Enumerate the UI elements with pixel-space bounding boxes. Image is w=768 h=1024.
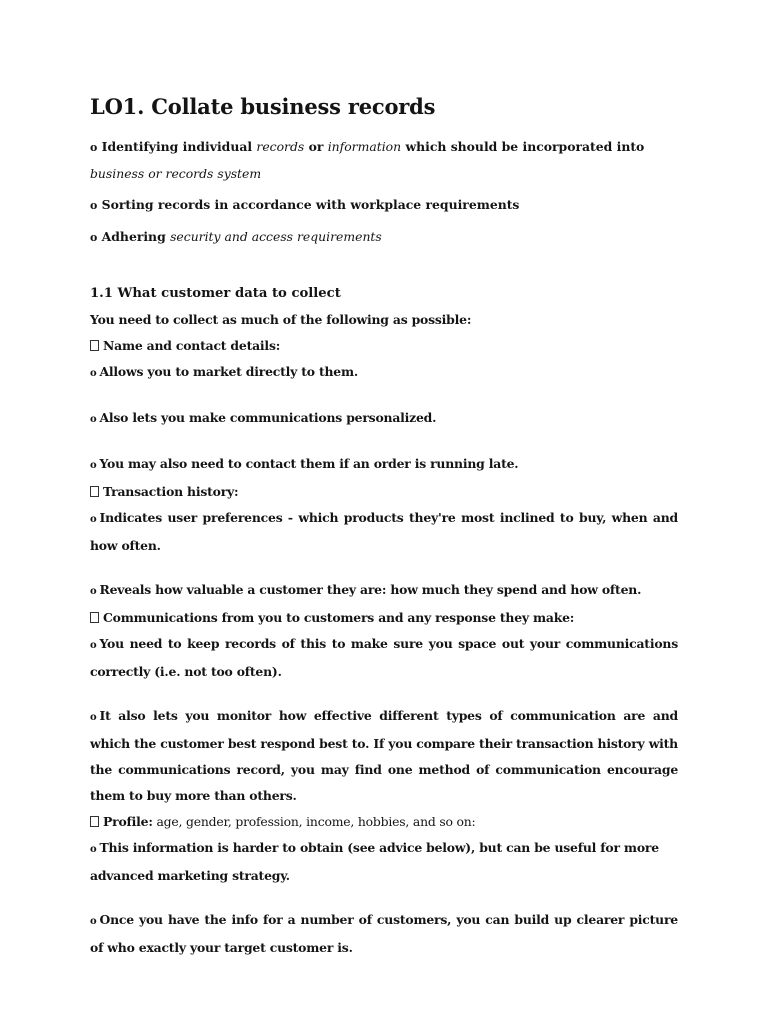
section-intro: You need to collect as much of the following as possible: [90, 312, 472, 327]
learning-objectives [90, 134, 678, 251]
square-bullet-icon [90, 612, 99, 623]
list-item-text: Once you have the info for a number of customers, you can build up clearer picture of who exactly your target customer is. [90, 912, 678, 955]
list-item-text: Reveals how valuable a customer they are: how much they spend and how often. [99, 582, 642, 597]
circle-bullet-icon: o [90, 712, 97, 723]
list-item-text: Indicates user preferences - which products they're most inclined to buy, when and how often. [90, 510, 678, 553]
list-heading-label: Profile: [103, 814, 153, 829]
list-heading [90, 809, 678, 835]
list-item [90, 703, 678, 809]
list-heading-text: Communications from you to customers and any response they make: [103, 610, 575, 625]
circle-bullet-icon: o [90, 640, 97, 651]
objective-bullet: o [90, 199, 98, 212]
circle-bullet-icon: o [90, 414, 97, 425]
list-heading-text: Transaction history: [103, 484, 239, 499]
objective-bullet: o [90, 231, 98, 244]
list-heading-text: age, gender, profession, income, hobbies, and so on: [152, 814, 476, 829]
list-item-text: Allows you to market directly to them. [99, 364, 359, 379]
document-page [90, 92, 678, 961]
circle-bullet-icon: o [90, 916, 97, 927]
objective-bullet: o [90, 141, 98, 154]
objective-item: o Adhering security and access requirements [90, 229, 382, 244]
list-item-text: It also lets you monitor how effective different types of communication are and which the customer best respond best to. If you compare their transaction history with the communications record, you may find one method of communication encourage them to buy more than others. [90, 708, 678, 803]
list-heading [90, 479, 678, 505]
objective-item: o Identifying individual records or information which should be incorporated into business or records system [90, 139, 645, 181]
list-item [90, 907, 678, 961]
list-item [90, 359, 678, 387]
list-item [90, 451, 678, 479]
list-item-text: You may also need to contact them if an order is running late. [99, 456, 519, 471]
list-item-text: You need to keep records of this to make sure you space out your communications correctly (i.e. not too often). [90, 636, 678, 679]
objective-item: o Sorting records in accordance with workplace requirements [90, 197, 520, 212]
list-item [90, 577, 678, 605]
circle-bullet-icon: o [90, 514, 97, 525]
list-item-text: Also lets you make communications personalized. [99, 410, 437, 425]
circle-bullet-icon: o [90, 844, 97, 855]
list-item [90, 631, 678, 685]
list-item [90, 505, 678, 559]
list-item-text: This information is harder to obtain (see advice below), but can be useful for more advanced marketing strategy. [90, 840, 659, 883]
square-bullet-icon [90, 486, 99, 497]
customer-data-list [90, 333, 678, 961]
page-title: LO1. Collate business records [90, 94, 436, 119]
section-heading: 1.1 What customer data to collect [90, 286, 341, 301]
circle-bullet-icon: o [90, 368, 97, 379]
list-heading-text: Name and contact details: [103, 338, 281, 353]
list-item [90, 405, 678, 433]
square-bullet-icon [90, 816, 99, 827]
list-heading [90, 605, 678, 631]
list-item [90, 835, 678, 889]
square-bullet-icon [90, 340, 99, 351]
list-heading [90, 333, 678, 359]
circle-bullet-icon: o [90, 460, 97, 471]
circle-bullet-icon: o [90, 586, 97, 597]
